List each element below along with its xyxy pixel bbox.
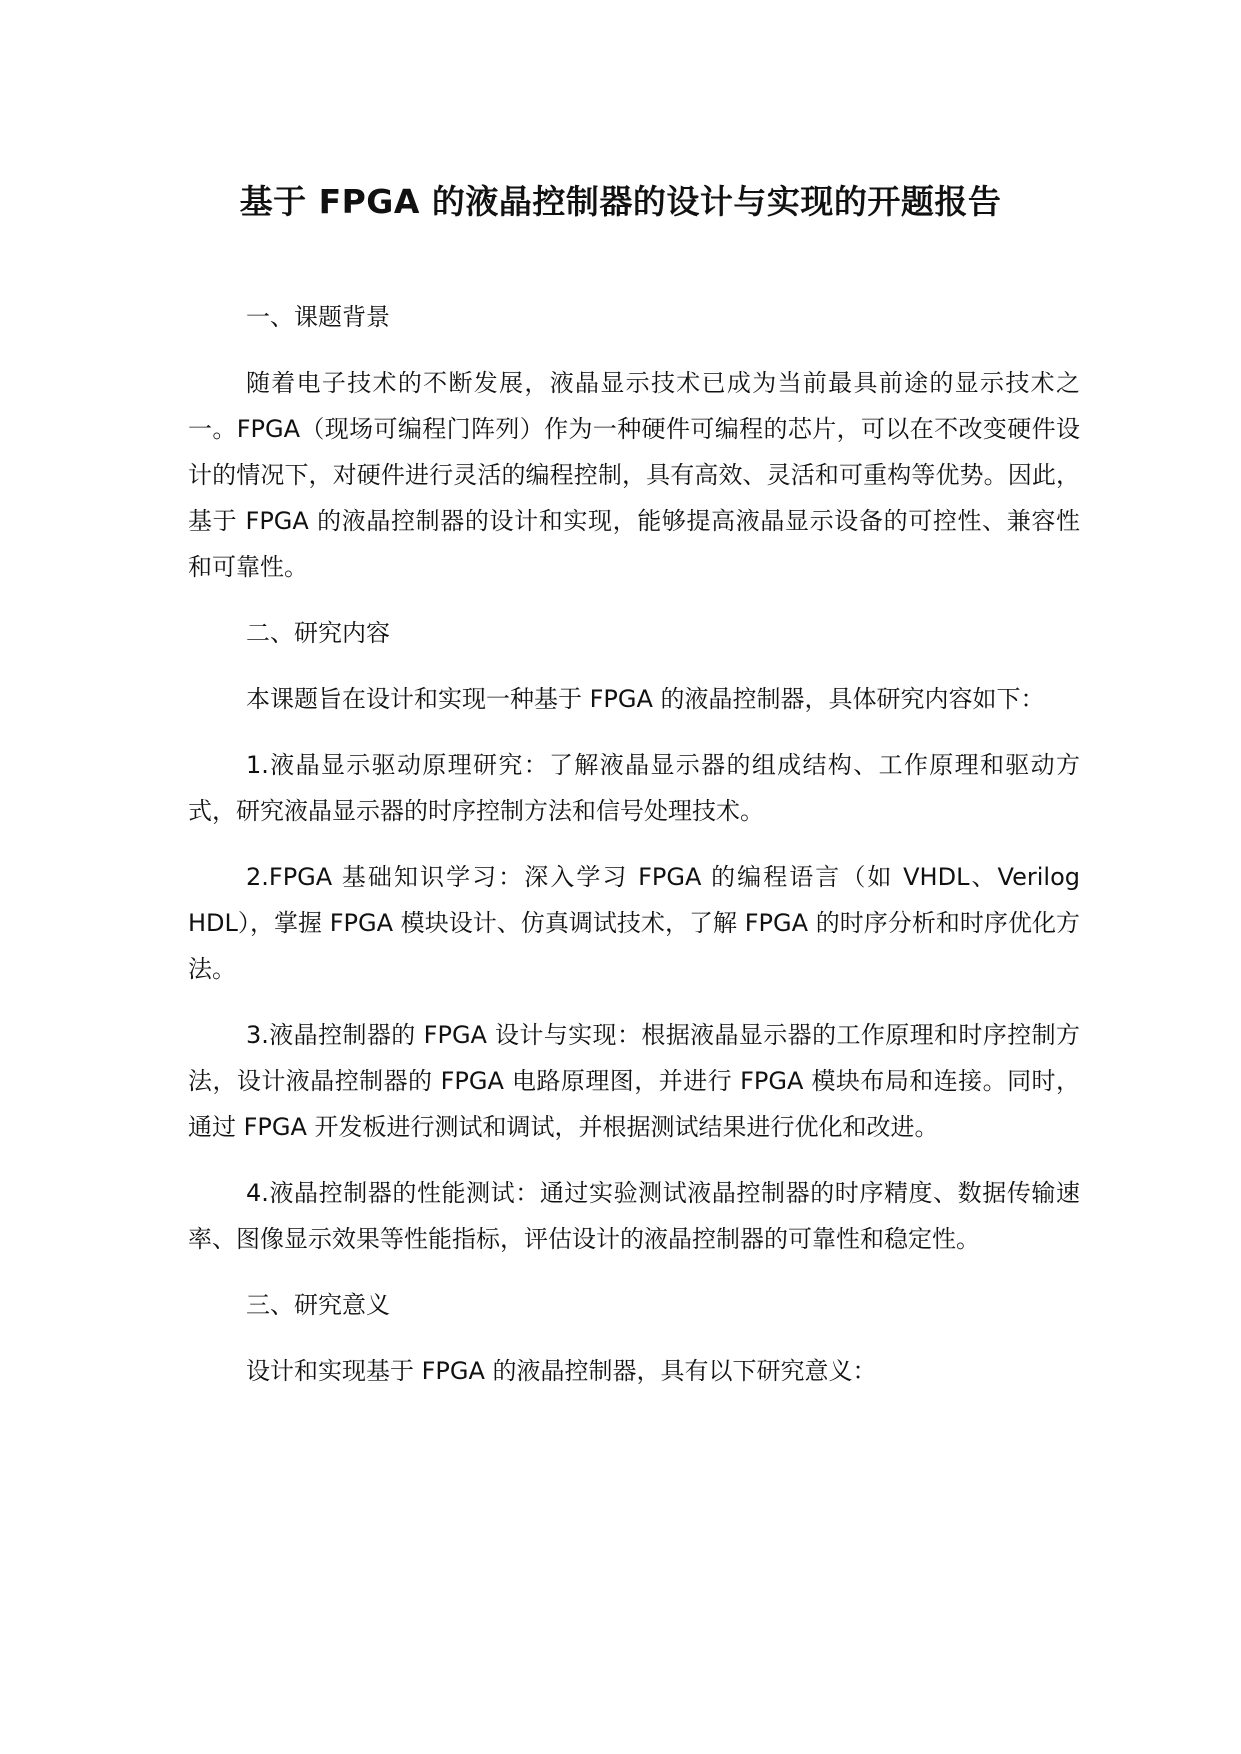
document-body	[188, 294, 1080, 1414]
list-item: 1.液晶显示驱动原理研究：了解液晶显示器的组成结构、工作原理和驱动方式，研究液晶显示器的时序控制方法和信号处理技术。	[188, 751, 1080, 825]
paragraph: 随着电子技术的不断发展，液晶显示技术已成为当前最具前途的显示技术之一。FPGA（现场可编程门阵列）作为一种硬件可编程的芯片，可以在不改变硬件设计的情况下，对硬件进行灵活的编程控制，具有高效、灵活和可重构等优势。因此，基于 FPGA 的液晶控制器的设计和实现，能够提高液晶显示设备的可控性、兼容性和可靠性。	[188, 369, 1080, 581]
section-research-content	[188, 610, 1080, 1262]
paragraph: 设计和实现基于 FPGA 的液晶控制器，具有以下研究意义：	[246, 1357, 877, 1385]
section-background	[188, 294, 1080, 590]
section-research-significance	[188, 1282, 1080, 1394]
document-title: 基于 FPGA 的液晶控制器的设计与实现的开题报告	[239, 182, 1002, 221]
section-heading: 二、研究内容	[246, 619, 390, 647]
paragraph: 本课题旨在设计和实现一种基于 FPGA 的液晶控制器，具体研究内容如下：	[246, 685, 1045, 713]
list-item: 2.FPGA 基础知识学习：深入学习 FPGA 的编程语言（如 VHDL、Verilog HDL），掌握 FPGA 模块设计、仿真调试技术，了解 FPGA 的时序分析和时序优化方法。	[188, 863, 1080, 983]
section-heading: 三、研究意义	[246, 1291, 390, 1319]
list-item: 3.液晶控制器的 FPGA 设计与实现：根据液晶显示器的工作原理和时序控制方法，设计液晶控制器的 FPGA 电路原理图，并进行 FPGA 模块布局和连接。同时，通过 FPGA 开发板进行测试和调试，并根据测试结果进行优化和改进。	[188, 1021, 1080, 1141]
section-heading: 一、课题背景	[246, 303, 390, 331]
list-item: 4.液晶控制器的性能测试：通过实验测试液晶控制器的时序精度、数据传输速率、图像显示效果等性能指标，评估设计的液晶控制器的可靠性和稳定性。	[188, 1179, 1080, 1253]
